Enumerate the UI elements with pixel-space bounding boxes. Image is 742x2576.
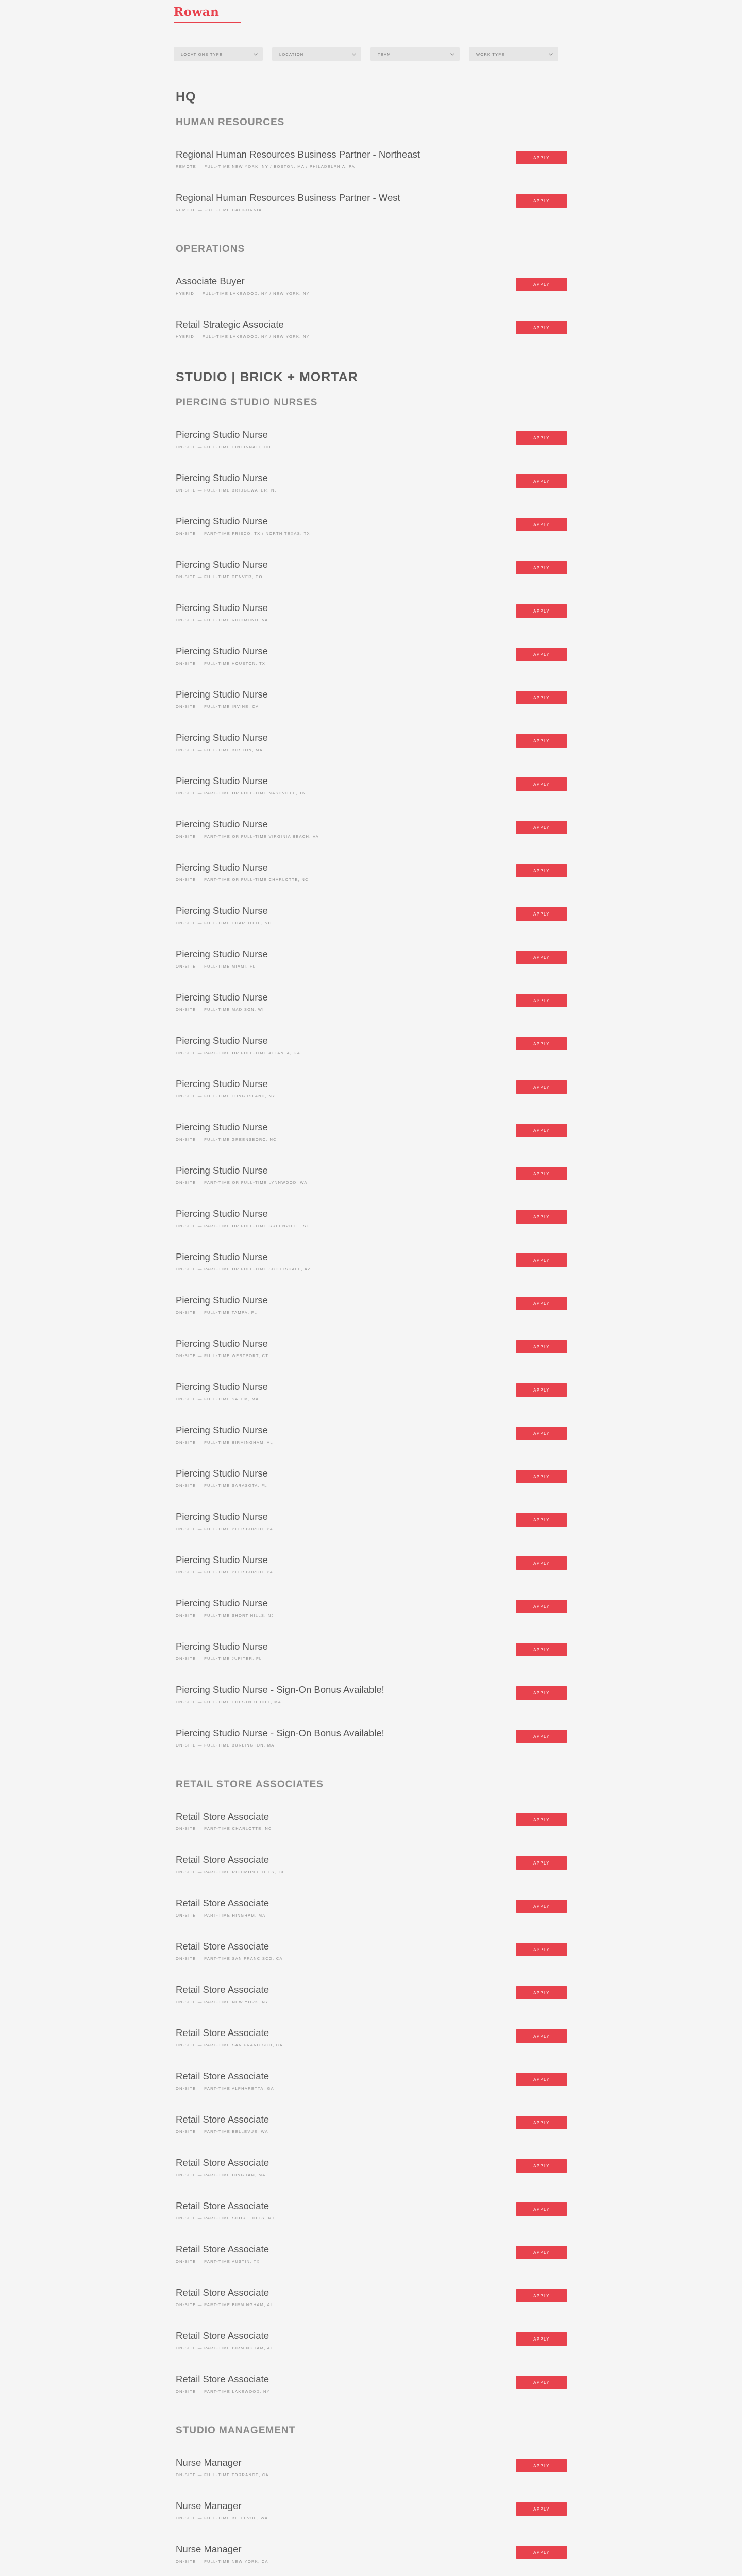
- job-meta: ON-SITE — FULL-TIME SALEM, MA: [176, 1397, 259, 1401]
- job-meta: ON-SITE — PART-TIME ALPHARETTA, GA: [176, 2086, 274, 2091]
- chevron-down-icon: [352, 52, 356, 56]
- job-meta: ON-SITE — PART-TIME LAKEWOOD, NY: [176, 2389, 271, 2394]
- department-title: STUDIO | BRICK + MORTAR: [176, 370, 358, 384]
- job-title[interactable]: Retail Store Associate: [176, 1811, 269, 1822]
- job-title[interactable]: Piercing Studio Nurse: [176, 732, 268, 743]
- apply-button[interactable]: APPLY: [516, 194, 567, 208]
- apply-button[interactable]: APPLY: [516, 1427, 567, 1440]
- job-title[interactable]: Piercing Studio Nurse - Sign-On Bonus Available!: [176, 1727, 384, 1738]
- job-meta: ON-SITE — PART-TIME HINGHAM, MA: [176, 2173, 266, 2177]
- job-meta: ON-SITE — PART-TIME RICHMOND HILLS, TX: [176, 1870, 284, 1874]
- department-title: HQ: [176, 90, 196, 104]
- job-title[interactable]: Nurse Manager: [176, 2457, 242, 2468]
- job-title[interactable]: Piercing Studio Nurse: [176, 1035, 268, 1046]
- job-meta: ON-SITE — FULL-TIME LONG ISLAND, NY: [176, 1094, 276, 1098]
- job-meta: ON-SITE — PART-TIME SAN FRANCISCO, CA: [176, 1956, 283, 1961]
- job-meta: ON-SITE — PART-TIME OR FULL-TIME ATLANTA, GA: [176, 1050, 301, 1055]
- job-posting[interactable]: [176, 429, 567, 472]
- apply-button[interactable]: APPLY: [516, 1253, 567, 1267]
- apply-button[interactable]: APPLY: [516, 1900, 567, 1913]
- job-meta: ON-SITE — PART-TIME SHORT HILLS, NJ: [176, 2216, 275, 2221]
- job-title[interactable]: Piercing Studio Nurse: [176, 1122, 268, 1132]
- job-title[interactable]: Piercing Studio Nurse: [176, 862, 268, 873]
- job-posting[interactable]: [176, 472, 567, 515]
- job-posting[interactable]: [176, 1337, 567, 1381]
- apply-button[interactable]: APPLY: [516, 1643, 567, 1656]
- job-title[interactable]: Piercing Studio Nurse: [176, 472, 268, 483]
- apply-button[interactable]: APPLY: [516, 278, 567, 291]
- job-meta: ON-SITE — FULL-TIME CINCINNATI, OH: [176, 445, 271, 449]
- job-posting[interactable]: [176, 688, 567, 732]
- job-posting[interactable]: [176, 148, 567, 192]
- job-title[interactable]: Piercing Studio Nurse: [176, 1468, 268, 1479]
- job-posting[interactable]: [176, 1897, 567, 1940]
- apply-button[interactable]: APPLY: [516, 994, 567, 1007]
- job-title[interactable]: Retail Store Associate: [176, 2244, 269, 2255]
- apply-button[interactable]: APPLY: [516, 951, 567, 964]
- job-meta: ON-SITE — FULL-TIME CHESTNUT HILL, MA: [176, 1700, 282, 1704]
- apply-button[interactable]: APPLY: [516, 2116, 567, 2129]
- apply-button[interactable]: APPLY: [516, 1470, 567, 1483]
- job-posting[interactable]: [176, 861, 567, 905]
- job-meta: ON-SITE — FULL-TIME PITTSBURGH, PA: [176, 1527, 274, 1531]
- apply-button[interactable]: APPLY: [516, 1730, 567, 1743]
- job-meta: ON-SITE — FULL-TIME NEW YORK, CA: [176, 2559, 268, 2564]
- job-title[interactable]: Nurse Manager: [176, 2544, 242, 2554]
- job-posting[interactable]: [176, 515, 567, 558]
- apply-button[interactable]: APPLY: [516, 1167, 567, 1180]
- job-posting[interactable]: [176, 1684, 567, 1727]
- filter-dropdown[interactable]: [272, 47, 361, 61]
- job-meta: ON-SITE — FULL-TIME GREENSBORO, NC: [176, 1137, 277, 1142]
- apply-button[interactable]: APPLY: [516, 864, 567, 877]
- job-meta: HYBRID — FULL-TIME LAKEWOOD, NY / NEW YORK, NY: [176, 334, 310, 339]
- apply-button[interactable]: APPLY: [516, 1556, 567, 1570]
- job-posting[interactable]: [176, 192, 567, 235]
- job-posting[interactable]: [176, 991, 567, 1035]
- job-title[interactable]: Retail Store Associate: [176, 1941, 269, 1952]
- apply-button[interactable]: APPLY: [516, 1297, 567, 1310]
- job-title[interactable]: Piercing Studio Nurse: [176, 1251, 268, 1262]
- job-posting[interactable]: [176, 1984, 567, 2027]
- apply-button[interactable]: APPLY: [516, 2332, 567, 2346]
- job-posting[interactable]: [176, 2456, 567, 2500]
- job-title[interactable]: Piercing Studio Nurse: [176, 559, 268, 570]
- job-meta: ON-SITE — PART-TIME OR FULL-TIME VIRGINIA BEACH, VA: [176, 834, 319, 839]
- job-title[interactable]: Piercing Studio Nurse: [176, 602, 268, 613]
- job-title[interactable]: Associate Buyer: [176, 276, 245, 286]
- job-posting[interactable]: [176, 1940, 567, 1984]
- apply-button[interactable]: APPLY: [516, 2459, 567, 2472]
- job-posting[interactable]: [176, 1597, 567, 1640]
- job-title[interactable]: Piercing Studio Nurse: [176, 819, 268, 829]
- job-title[interactable]: Piercing Studio Nurse: [176, 992, 268, 1003]
- apply-button[interactable]: APPLY: [516, 1856, 567, 1870]
- chevron-down-icon: [450, 52, 454, 56]
- job-meta: ON-SITE — FULL-TIME SHORT HILLS, NJ: [176, 1613, 274, 1618]
- job-posting[interactable]: [176, 1467, 567, 1511]
- job-title[interactable]: Piercing Studio Nurse: [176, 516, 268, 527]
- job-posting[interactable]: [176, 2243, 567, 2286]
- apply-button[interactable]: APPLY: [516, 907, 567, 921]
- job-posting[interactable]: [176, 1078, 567, 1121]
- job-posting[interactable]: [176, 2070, 567, 2113]
- apply-button[interactable]: APPLY: [516, 1600, 567, 1613]
- job-posting[interactable]: [176, 318, 567, 362]
- job-meta: ON-SITE — PART-TIME BELLEVUE, WA: [176, 2129, 268, 2134]
- filter-dropdown[interactable]: [370, 47, 460, 61]
- apply-button[interactable]: APPLY: [516, 2246, 567, 2259]
- job-title[interactable]: Piercing Studio Nurse: [176, 1598, 268, 1608]
- job-posting[interactable]: [176, 1035, 567, 1078]
- job-posting[interactable]: [176, 1121, 567, 1164]
- job-title[interactable]: Piercing Studio Nurse: [176, 775, 268, 786]
- job-posting[interactable]: [176, 1294, 567, 1337]
- job-meta: ON-SITE — FULL-TIME WESTPORT, CT: [176, 1353, 269, 1358]
- apply-button[interactable]: APPLY: [516, 734, 567, 748]
- job-posting[interactable]: [176, 1208, 567, 1251]
- apply-button[interactable]: APPLY: [516, 1986, 567, 1999]
- job-posting[interactable]: [176, 2157, 567, 2200]
- job-title[interactable]: Piercing Studio Nurse: [176, 429, 268, 440]
- apply-button[interactable]: APPLY: [516, 1513, 567, 1527]
- job-meta: ON-SITE — PART-TIME SAN FRANCISCO, CA: [176, 2043, 283, 2047]
- job-posting[interactable]: [176, 732, 567, 775]
- apply-button[interactable]: APPLY: [516, 2202, 567, 2216]
- job-title[interactable]: Retail Store Associate: [176, 2157, 269, 2168]
- apply-button[interactable]: APPLY: [516, 2073, 567, 2086]
- job-title[interactable]: Piercing Studio Nurse - Sign-On Bonus Available!: [176, 1684, 384, 1695]
- job-posting[interactable]: [176, 275, 567, 318]
- apply-button[interactable]: APPLY: [516, 561, 567, 574]
- job-posting[interactable]: [176, 2330, 567, 2373]
- apply-button[interactable]: APPLY: [516, 2029, 567, 2043]
- job-meta: ON-SITE — FULL-TIME JUPITER, FL: [176, 1656, 262, 1661]
- job-posting[interactable]: [176, 1251, 567, 1294]
- apply-button[interactable]: APPLY: [516, 431, 567, 445]
- header: [0, 0, 742, 26]
- job-meta: ON-SITE — PART-TIME HINGHAM, MA: [176, 1913, 266, 1918]
- job-meta: ON-SITE — PART-TIME NEW YORK, NY: [176, 1999, 269, 2004]
- job-posting[interactable]: [176, 2286, 567, 2330]
- job-meta: ON-SITE — PART-TIME CHARLOTTE, NC: [176, 1826, 272, 1831]
- job-posting[interactable]: [176, 602, 567, 645]
- apply-button[interactable]: APPLY: [516, 518, 567, 531]
- job-meta: ON-SITE — PART-TIME OR FULL-TIME CHARLOTTE, NC: [176, 877, 309, 882]
- job-title[interactable]: Retail Store Associate: [176, 2114, 269, 2125]
- job-title[interactable]: Piercing Studio Nurse: [176, 905, 268, 916]
- job-title[interactable]: Piercing Studio Nurse: [176, 1641, 268, 1652]
- job-title[interactable]: Piercing Studio Nurse: [176, 1208, 268, 1219]
- job-meta: ON-SITE — FULL-TIME BURLINGTON, MA: [176, 1743, 275, 1748]
- job-posting[interactable]: [176, 2200, 567, 2243]
- job-posting[interactable]: [176, 1640, 567, 1684]
- job-posting[interactable]: [176, 775, 567, 818]
- job-posting[interactable]: [176, 2543, 567, 2576]
- job-title[interactable]: Retail Store Associate: [176, 2071, 269, 2081]
- apply-button[interactable]: APPLY: [516, 321, 567, 334]
- apply-button[interactable]: APPLY: [516, 1080, 567, 1094]
- apply-button[interactable]: APPLY: [516, 151, 567, 164]
- job-meta: ON-SITE — PART-TIME OR FULL-TIME GREENVILLE, SC: [176, 1224, 310, 1228]
- job-meta: ON-SITE — PART-TIME OR FULL-TIME NASHVILLE, TN: [176, 791, 306, 795]
- job-title[interactable]: Piercing Studio Nurse: [176, 1425, 268, 1435]
- logo-underline: [174, 22, 241, 23]
- job-title[interactable]: Retail Store Associate: [176, 2027, 269, 2038]
- apply-button[interactable]: APPLY: [516, 777, 567, 791]
- job-meta: ON-SITE — PART-TIME OR FULL-TIME LYNNWOOD, WA: [176, 1180, 308, 1185]
- job-meta: ON-SITE — FULL-TIME TORRANCE, CA: [176, 2472, 269, 2477]
- job-meta: ON-SITE — FULL-TIME MADISON, WI: [176, 1007, 264, 1012]
- job-title[interactable]: Piercing Studio Nurse: [176, 1554, 268, 1565]
- job-title[interactable]: Retail Store Associate: [176, 1984, 269, 1995]
- filter-bar: [174, 47, 558, 61]
- apply-button[interactable]: APPLY: [516, 2159, 567, 2173]
- job-title[interactable]: Piercing Studio Nurse: [176, 689, 268, 700]
- job-posting[interactable]: [176, 1381, 567, 1424]
- job-posting[interactable]: [176, 2373, 567, 2416]
- apply-button[interactable]: APPLY: [516, 2546, 567, 2559]
- job-meta: ON-SITE — PART-TIME BIRMINGHAM, AL: [176, 2302, 274, 2307]
- job-title[interactable]: Retail Strategic Associate: [176, 319, 284, 330]
- apply-button[interactable]: APPLY: [516, 1124, 567, 1137]
- apply-button[interactable]: APPLY: [516, 2502, 567, 2516]
- job-title[interactable]: Regional Human Resources Business Partner - West: [176, 192, 400, 203]
- job-title[interactable]: Piercing Studio Nurse: [176, 1511, 268, 1522]
- apply-button[interactable]: APPLY: [516, 1943, 567, 1956]
- job-meta: ON-SITE — PART-TIME FRISCO, TX / NORTH TEXAS, TX: [176, 531, 310, 536]
- job-posting[interactable]: [176, 1164, 567, 1208]
- apply-button[interactable]: APPLY: [516, 1383, 567, 1397]
- job-posting[interactable]: [176, 1554, 567, 1597]
- job-posting[interactable]: [176, 645, 567, 688]
- job-meta: ON-SITE — FULL-TIME TAMPA, FL: [176, 1310, 258, 1315]
- job-posting[interactable]: [176, 1727, 567, 1770]
- filter-label: WORK TYPE: [476, 52, 505, 57]
- job-posting[interactable]: [176, 1854, 567, 1897]
- team-title: PIERCING STUDIO NURSES: [176, 397, 318, 408]
- team-title: STUDIO MANAGEMENT: [176, 2425, 296, 2436]
- job-title[interactable]: Nurse Manager: [176, 2500, 242, 2511]
- job-meta: REMOTE — FULL-TIME NEW YORK, NY / BOSTON, MA / PHILADELPHIA, PA: [176, 164, 356, 169]
- job-title[interactable]: Piercing Studio Nurse: [176, 1078, 268, 1089]
- apply-button[interactable]: APPLY: [516, 474, 567, 488]
- team-title: OPERATIONS: [176, 244, 245, 255]
- filter-label: LOCATIONS TYPE: [181, 52, 223, 57]
- apply-button[interactable]: APPLY: [516, 648, 567, 661]
- job-posting[interactable]: [176, 948, 567, 991]
- job-meta: ON-SITE — PART-TIME AUSTIN, TX: [176, 2259, 260, 2264]
- job-posting[interactable]: [176, 558, 567, 602]
- job-posting[interactable]: [176, 1424, 567, 1467]
- job-meta: ON-SITE — FULL-TIME IRVINE, CA: [176, 704, 259, 709]
- job-title[interactable]: Piercing Studio Nurse: [176, 646, 268, 656]
- job-meta: ON-SITE — FULL-TIME BRIDGEWATER, NJ: [176, 488, 277, 493]
- job-meta: HYBRID — FULL-TIME LAKEWOOD, NY / NEW YORK, NY: [176, 291, 310, 296]
- job-posting[interactable]: [176, 2027, 567, 2070]
- filter-label: TEAM: [378, 52, 391, 57]
- job-meta: ON-SITE — FULL-TIME CHARLOTTE, NC: [176, 921, 272, 925]
- job-meta: ON-SITE — FULL-TIME BELLEVUE, WA: [176, 2516, 268, 2520]
- job-meta: REMOTE — FULL-TIME CALIFORNIA: [176, 208, 262, 212]
- job-posting[interactable]: [176, 1511, 567, 1554]
- apply-button[interactable]: APPLY: [516, 691, 567, 704]
- apply-button[interactable]: APPLY: [516, 1813, 567, 1826]
- job-meta: ON-SITE — FULL-TIME HOUSTON, TX: [176, 661, 266, 666]
- job-title[interactable]: Piercing Studio Nurse: [176, 1165, 268, 1176]
- apply-button[interactable]: APPLY: [516, 1210, 567, 1224]
- chevron-down-icon: [549, 52, 553, 56]
- apply-button[interactable]: APPLY: [516, 2289, 567, 2302]
- job-title[interactable]: Piercing Studio Nurse: [176, 1338, 268, 1349]
- apply-button[interactable]: APPLY: [516, 1686, 567, 1700]
- job-meta: ON-SITE — FULL-TIME PITTSBURGH, PA: [176, 1570, 274, 1574]
- job-posting[interactable]: [176, 818, 567, 861]
- job-title[interactable]: Piercing Studio Nurse: [176, 1295, 268, 1306]
- job-title[interactable]: Retail Store Associate: [176, 2374, 269, 2384]
- job-meta: ON-SITE — FULL-TIME SARASOTA, FL: [176, 1483, 267, 1488]
- job-posting[interactable]: [176, 1810, 567, 1854]
- filter-dropdown[interactable]: [174, 47, 263, 61]
- apply-button[interactable]: APPLY: [516, 2376, 567, 2389]
- job-title[interactable]: Retail Store Associate: [176, 1854, 269, 1865]
- job-title[interactable]: Regional Human Resources Business Partner - Northeast: [176, 149, 420, 160]
- job-meta: ON-SITE — PART-TIME OR FULL-TIME SCOTTSDALE, AZ: [176, 1267, 311, 1272]
- rowan-logo[interactable]: Rowan: [174, 5, 220, 19]
- job-posting[interactable]: [176, 2113, 567, 2157]
- job-meta: ON-SITE — FULL-TIME RICHMOND, VA: [176, 618, 268, 622]
- job-meta: ON-SITE — PART-TIME BIRMINGHAM, AL: [176, 2346, 274, 2350]
- filter-dropdown[interactable]: [469, 47, 558, 61]
- team-title: RETAIL STORE ASSOCIATES: [176, 1779, 324, 1790]
- job-title[interactable]: Retail Store Associate: [176, 2287, 269, 2298]
- job-title[interactable]: Piercing Studio Nurse: [176, 1381, 268, 1392]
- job-meta: ON-SITE — FULL-TIME MIAMI, FL: [176, 964, 256, 969]
- apply-button[interactable]: APPLY: [516, 1340, 567, 1353]
- job-title[interactable]: Retail Store Associate: [176, 2200, 269, 2211]
- job-meta: ON-SITE — FULL-TIME DENVER, CO: [176, 574, 263, 579]
- job-title[interactable]: Retail Store Associate: [176, 2330, 269, 2341]
- team-title: HUMAN RESOURCES: [176, 117, 285, 128]
- job-posting[interactable]: [176, 905, 567, 948]
- job-title[interactable]: Piercing Studio Nurse: [176, 948, 268, 959]
- job-meta: ON-SITE — FULL-TIME BIRMINGHAM, AL: [176, 1440, 273, 1445]
- job-title[interactable]: Retail Store Associate: [176, 1897, 269, 1908]
- job-posting[interactable]: [176, 2500, 567, 2543]
- filter-label: LOCATION: [279, 52, 304, 57]
- apply-button[interactable]: APPLY: [516, 1037, 567, 1050]
- apply-button[interactable]: APPLY: [516, 604, 567, 618]
- chevron-down-icon: [254, 52, 258, 56]
- apply-button[interactable]: APPLY: [516, 821, 567, 834]
- job-meta: ON-SITE — FULL-TIME BOSTON, MA: [176, 748, 263, 752]
